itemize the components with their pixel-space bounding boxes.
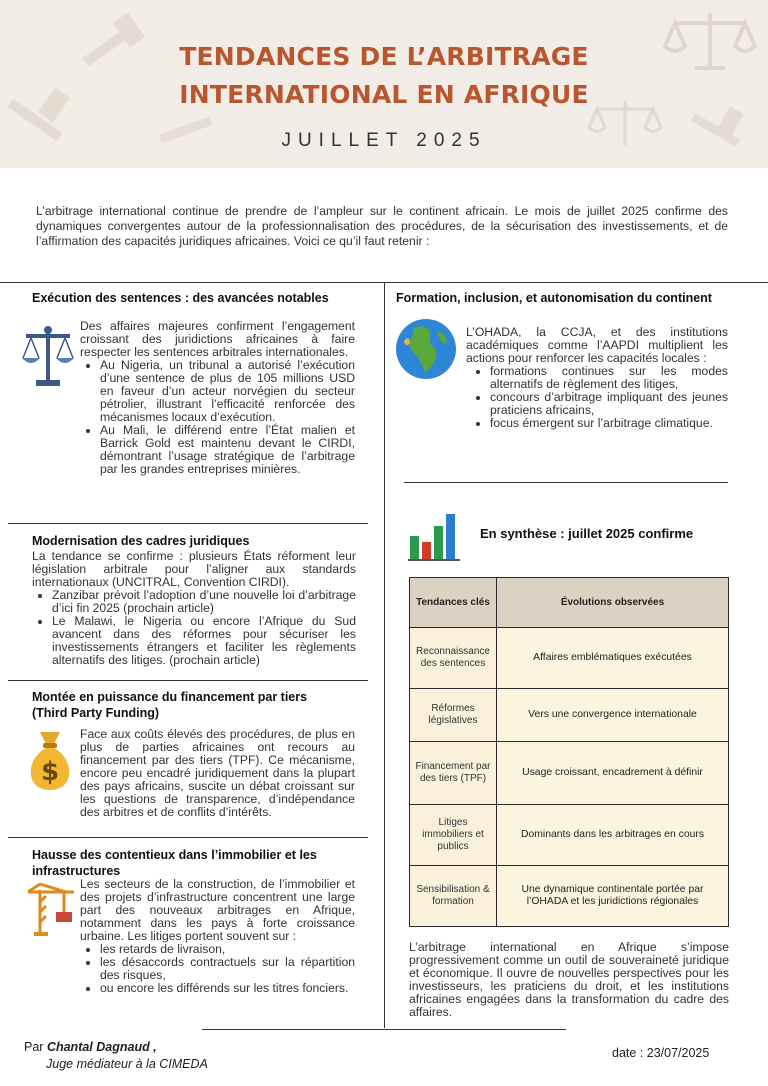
signature bbox=[24, 1040, 157, 1054]
paragraph: Les secteurs de la construction, de l’immobilier et des projets d’infrastructure concentrent une large part des nouveaux arbitrages en Afrique, notamment dans les pays à forte croissance urbaine. Les litiges portent souvent sur : bbox=[80, 877, 355, 943]
divider bbox=[202, 1029, 566, 1030]
scales-icon bbox=[20, 322, 76, 392]
conclusion-paragraph: L’arbitrage international en Afrique s’impose progressivement comme un outil de souveraineté juridique et économique. Il ouvre de nouvelles perspectives pour les investisseurs, les praticiens du droit, et les institutions africaines engagées dans la transformation du cadre des affaires. bbox=[409, 940, 729, 1019]
table-header: Tendances clés bbox=[410, 578, 497, 628]
table-cell: Sensibilisation & formation bbox=[410, 866, 497, 927]
page-subtitle: JUILLET 2025 bbox=[281, 130, 487, 151]
table-cell: Vers une convergence internationale bbox=[497, 689, 729, 742]
list-item: • Le Malawi, le Nigeria ou encore l’Afrique du Sud avancent dans des réformes pour sécuriser les investissements étrangers et faciliter les règlements alternatifs des litiges. (prochain article) bbox=[52, 615, 356, 667]
page-title bbox=[0, 38, 768, 114]
list-item: • les désaccords contractuels sur la répartition des risques, bbox=[100, 956, 355, 982]
table-header-row bbox=[410, 578, 729, 628]
table-cell: Affaires emblématiques exécutées bbox=[497, 628, 729, 689]
formation-body bbox=[466, 326, 728, 430]
crane-icon bbox=[26, 882, 76, 938]
list-item: • Zanzibar prévoit l’adoption d’une nouvelle loi d’arbitrage d’ici fin 2025 (prochain article) bbox=[52, 589, 356, 615]
title-line: infrastructures bbox=[32, 864, 121, 878]
table-cell: Réformes législatives bbox=[410, 689, 497, 742]
list-item: • formations continues sur les modes alternatifs de règlement des litiges, bbox=[490, 365, 728, 391]
divider bbox=[8, 837, 368, 838]
table-row bbox=[410, 742, 729, 805]
section-title-immobilier bbox=[32, 847, 317, 879]
bullet-list bbox=[52, 589, 356, 667]
bar-chart-icon bbox=[406, 508, 462, 564]
list-item: • les retards de livraison, bbox=[100, 943, 355, 956]
table-row bbox=[410, 866, 729, 927]
title-line: TENDANCES DE L’ARBITRAGE bbox=[179, 42, 589, 71]
immobilier-body bbox=[80, 878, 355, 995]
publication-date: date : 23/07/2025 bbox=[612, 1046, 710, 1060]
table-cell: Reconnaissance des sentences bbox=[410, 628, 497, 689]
money-bag-icon bbox=[22, 728, 78, 794]
section-title-modernisation: Modernisation des cadres juridiques bbox=[32, 534, 250, 548]
table-header: Évolutions observées bbox=[497, 578, 729, 628]
section-title-financement bbox=[32, 689, 307, 721]
execution-body bbox=[80, 320, 355, 476]
title-line: Hausse des contentieux dans l’immobilier et les bbox=[32, 848, 317, 862]
modernisation-body bbox=[32, 550, 356, 667]
divider bbox=[8, 523, 368, 524]
bullet-list bbox=[100, 359, 355, 476]
title-line: (Third Party Funding) bbox=[32, 706, 160, 720]
header-banner bbox=[0, 0, 768, 168]
divider bbox=[8, 680, 368, 681]
list-item: • focus émergent sur l’arbitrage climatique. bbox=[490, 417, 728, 430]
author-role: Juge médiateur à la CIMEDA bbox=[46, 1057, 208, 1071]
paragraph: L’OHADA, la CCJA, et des institutions académiques comme l’AAPDI multiplient les actions pour renforcer les capacités locales : bbox=[466, 325, 728, 365]
bullet-list bbox=[490, 365, 728, 430]
synthesis-table bbox=[409, 577, 729, 927]
divider bbox=[404, 482, 728, 483]
list-item: • Au Nigeria, un tribunal a autorisé l’exécution d’une sentence de plus de 105 millions USD en faveur d’un acteur norvégien du secteur pétrolier, illustrant l’efficacité renforcée des mécanismes locaux d’exécution. bbox=[100, 359, 355, 424]
table-row bbox=[410, 689, 729, 742]
globe-icon bbox=[394, 317, 458, 381]
paragraph: La tendance se confirme : plusieurs États réforment leur législation arbitrale pour l’aligner aux standards internationaux (UNCITRAL, Convention CIRDI). bbox=[32, 549, 356, 589]
title-line: Montée en puissance du financement par tiers bbox=[32, 690, 308, 704]
title-line: INTERNATIONAL EN AFRIQUE bbox=[179, 80, 589, 109]
section-title-execution: Exécution des sentences : des avancées notables bbox=[32, 291, 329, 305]
financement-body: Face aux coûts élevés des procédures, de plus en plus de parties africaines ont recours au financement par des tiers (TPF). Ce mécanisme, encore peu encadré juridiquement dans la plupart des pays africains, suscite un débat croissant sur les questions de transparence, d’indépendance des arbitres et de conflits d’intérêts. bbox=[80, 727, 355, 819]
svg-text:$: $ bbox=[40, 757, 60, 787]
intro-paragraph: L’arbitrage international continue de prendre de l’ampleur sur le continent africain. Le mois de juillet 2025 confirme des dynamiques convergentes autour de la professionnalisation des procédures, de la sécurisation des investissements, et de l’affirmation des capacités juridiques africaines. Voici ce qu’il faut retenir : bbox=[36, 204, 728, 248]
list-item: • Au Mali, le différend entre l’État malien et Barrick Gold est maintenu devant le CIRDI, démontrant l’usage stratégique de l’arbitrage par les grandes entreprises minières. bbox=[100, 424, 355, 476]
table-cell: Litiges immobiliers et publics bbox=[410, 805, 497, 866]
bullet-list bbox=[100, 943, 355, 995]
table-cell: Dominants dans les arbitrages en cours bbox=[497, 805, 729, 866]
table-cell: Financement par des tiers (TPF) bbox=[410, 742, 497, 805]
table-cell: Usage croissant, encadrement à définir bbox=[497, 742, 729, 805]
section-title-formation: Formation, inclusion, et autonomisation du continent bbox=[396, 291, 712, 305]
table-row bbox=[410, 805, 729, 866]
list-item: • ou encore les différends sur les titres fonciers. bbox=[100, 982, 355, 995]
column-divider bbox=[384, 282, 385, 1028]
paragraph: Des affaires majeures confirment l’engagement croissant des juridictions africaines à faire respecter les sentences arbitrales internationales. bbox=[80, 319, 355, 359]
table-row bbox=[410, 628, 729, 689]
section-title-synthese: En synthèse : juillet 2025 confirme bbox=[480, 526, 694, 541]
list-item: • concours d’arbitrage impliquant des jeunes praticiens africains, bbox=[490, 391, 728, 417]
author-name: Chantal Dagnaud , bbox=[46, 1040, 157, 1054]
signature-prefix: Par bbox=[24, 1040, 44, 1054]
table-cell: Une dynamique continentale portée par l’OHADA et les juridictions régionales bbox=[497, 866, 729, 927]
